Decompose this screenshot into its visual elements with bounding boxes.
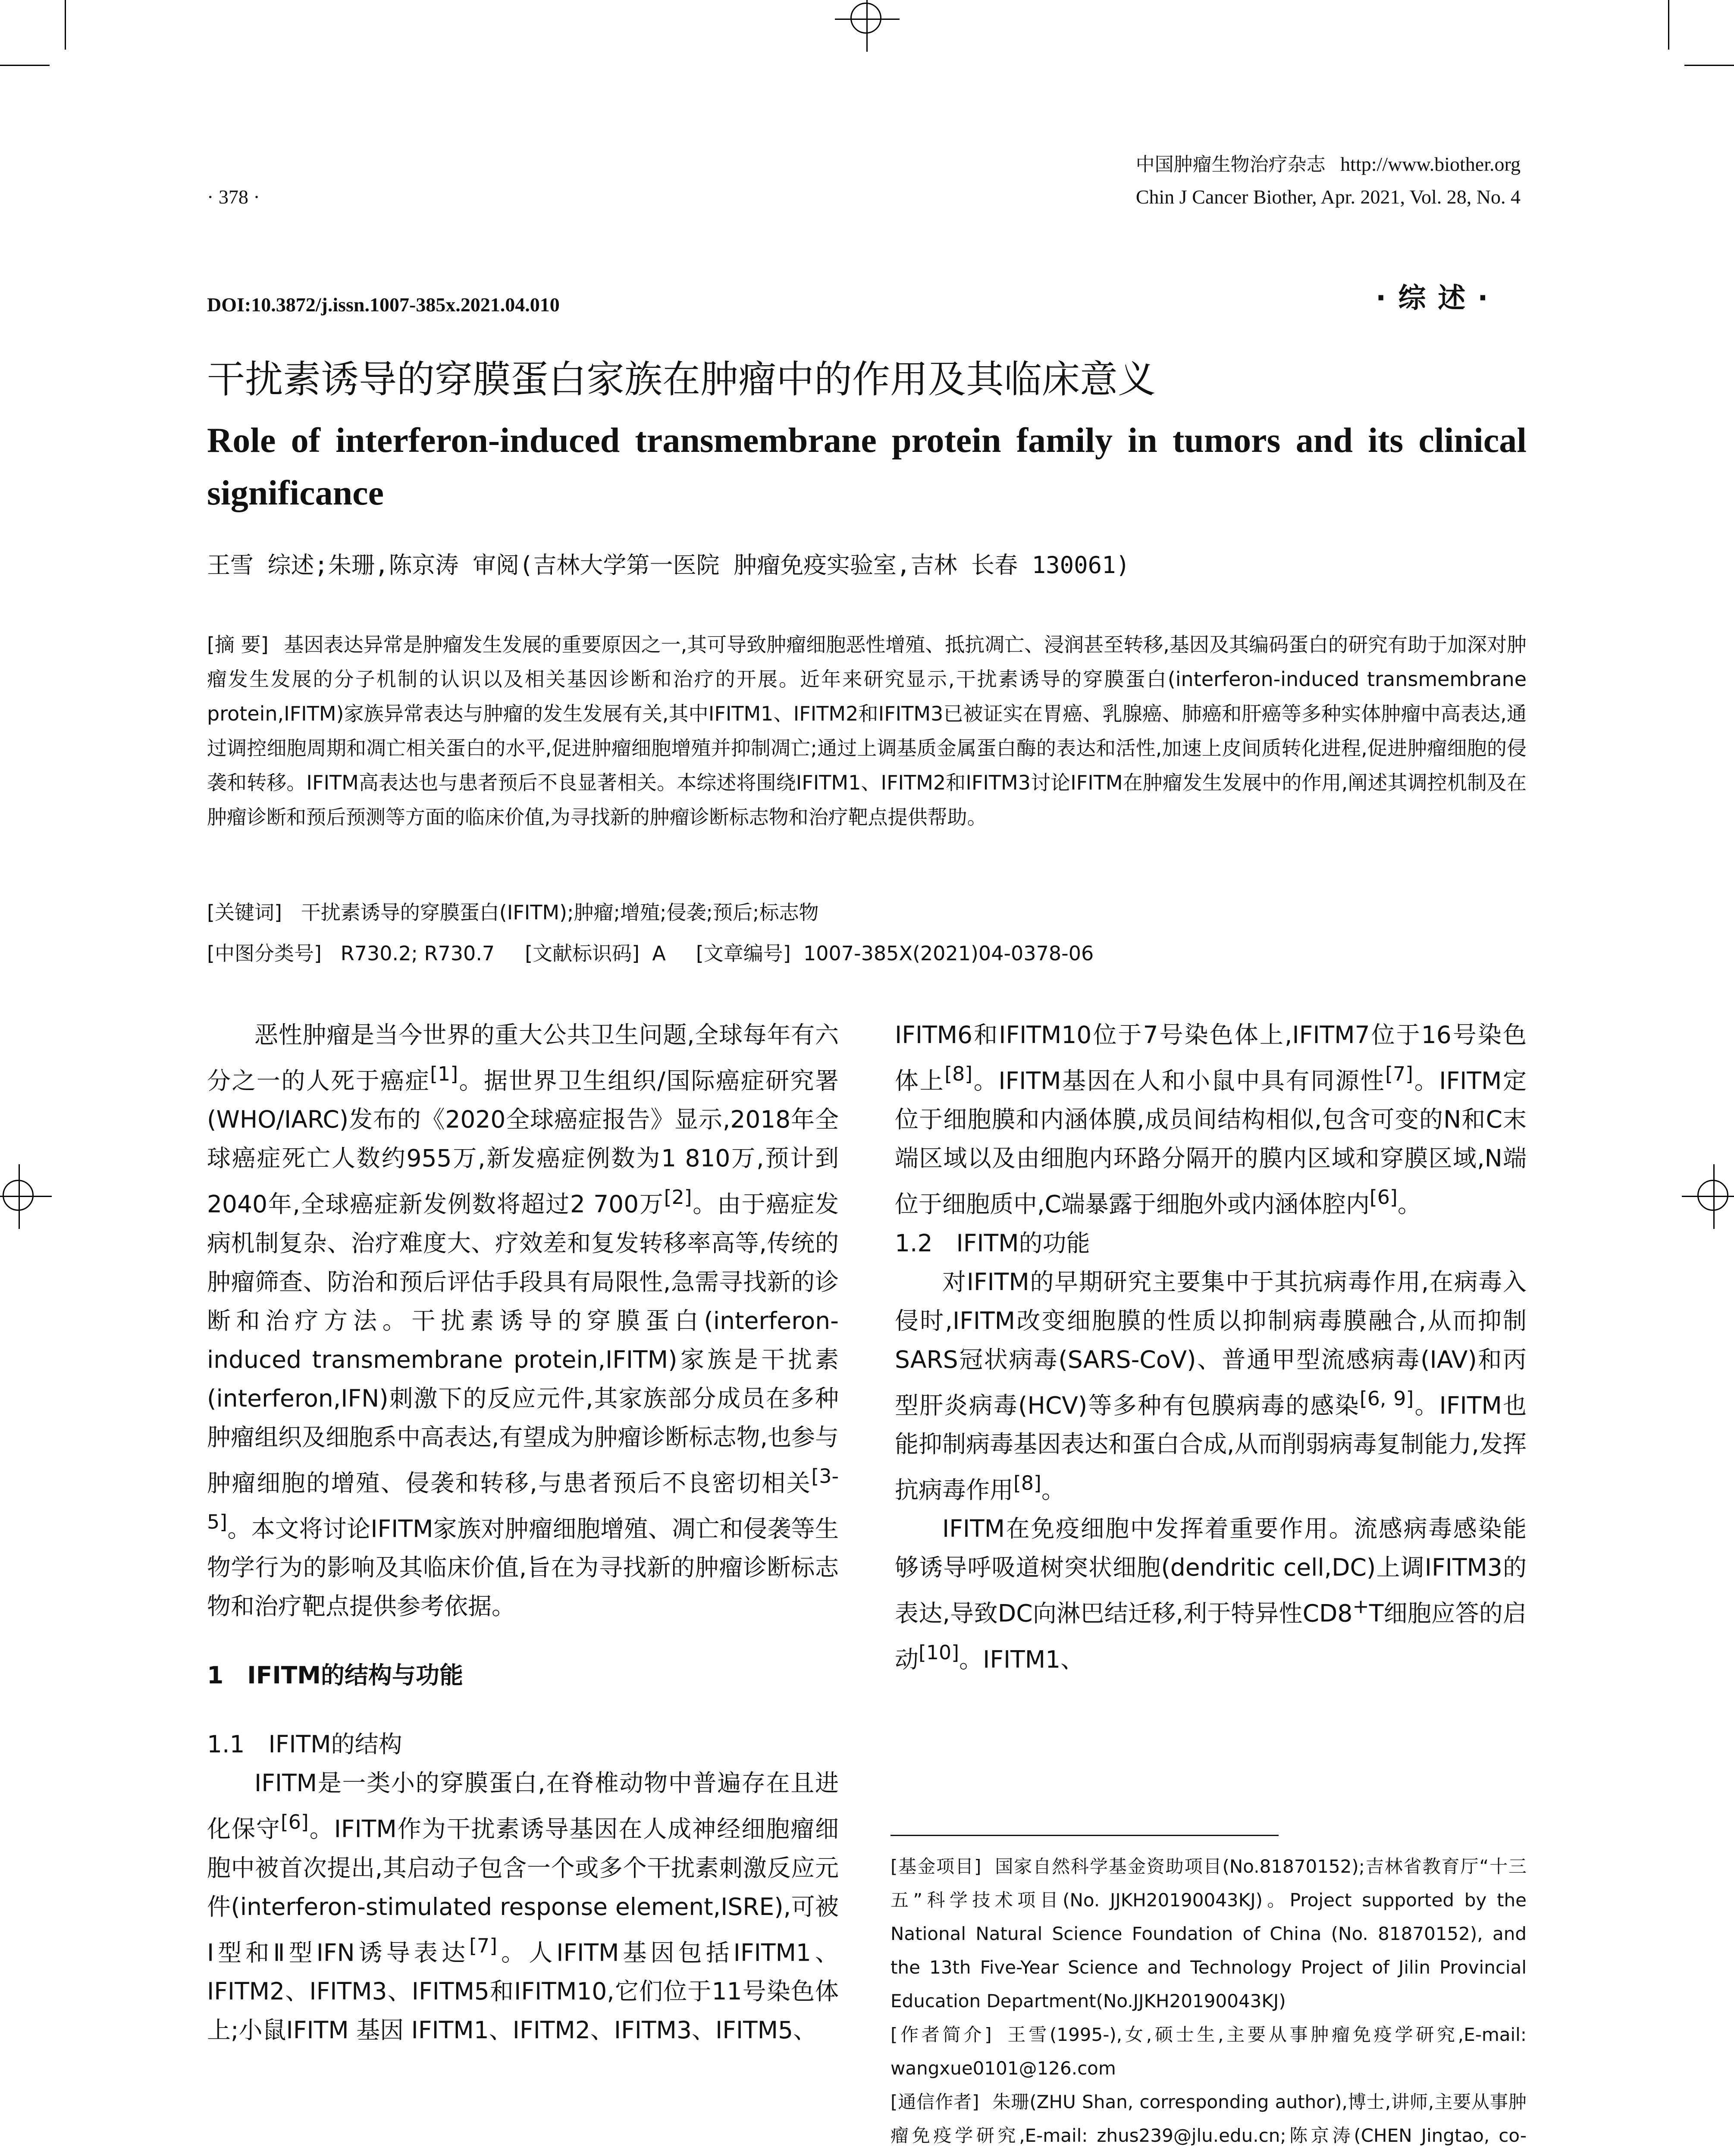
article-title-zh: 干扰素诱导的穿膜蛋白家族在肿瘤中的作用及其临床意义: [207, 357, 1156, 401]
article-title-en: Role of interferon-induced transmembrane protein family in tumors and its clinical significance: [207, 420, 1527, 512]
running-header-journal: [1136, 149, 1521, 176]
citation-ref[interactable]: [7]: [469, 1934, 498, 1957]
keywords-label: [关键词]: [207, 901, 282, 924]
article-number-value: 1007-385X(2021)04-0378-06: [803, 942, 1094, 965]
running-header-citation: Chin J Cancer Biother, Apr. 2021, Vol. 28, No. 4: [1135, 186, 1521, 208]
crop-mark: [1668, 0, 1669, 50]
citation-ref[interactable]: [3-5]: [207, 1464, 839, 1533]
citation-ref[interactable]: [10]: [919, 1640, 960, 1664]
section-heading-1-2: 1.2 IFITM的功能: [895, 1229, 1090, 1257]
keywords: [207, 897, 819, 925]
citation-ref[interactable]: [2]: [664, 1185, 692, 1209]
body-column-left: [207, 1015, 839, 2049]
clc-value: R730.2; R730.7: [340, 942, 495, 965]
classification-line: [207, 938, 1094, 966]
citation-ref[interactable]: [8]: [1013, 1471, 1041, 1495]
intro-paragraph: 恶性肿瘤是当今世界的重大公共卫生问题,全球每年有六分之一的人死于癌症[1]。据世界卫生组织/国际癌症研究署(WHO/IARC)发布的《2020全球癌症报告》显示,2018年全球癌症死亡人数约955万,新发癌症例数为1 810万,预计到2040年,全球癌症新发例数将超过2 700万[2]。由于癌症发病机制复杂、治疗难度大、疗效差和复发转移率高等,传统的肿瘤筛查、防治和预后评估手段具有局限性,急需寻找新的诊断和治疗方法。干扰素诱导的穿膜蛋白(interferon-induced transmembrane protein,IFITM)家族是干扰素(interferon,IFN)刺激下的反应元件,其家族部分成员在多种肿瘤组织及细胞系中高表达,有望成为肿瘤诊断标志物,也参与肿瘤细胞的增殖、侵袭和转移,与患者预后不良密切相关[3-5]。本文将讨论IFITM家族对肿瘤细胞增殖、凋亡和侵袭等生物学行为的影响及其临床价值,旨在为寻找新的肿瘤诊断标志物和治疗靶点提供参考依据。: [207, 1021, 839, 1620]
crop-mark: [1684, 65, 1734, 66]
doi[interactable]: DOI:10.3872/j.issn.1007-385x.2021.04.010: [207, 294, 560, 316]
clc-label: [中图分类号]: [207, 942, 322, 965]
citation-ref[interactable]: [1]: [430, 1062, 458, 1085]
section-tag: ·综述·: [1376, 282, 1500, 314]
citation-ref[interactable]: [6, 9]: [1359, 1386, 1414, 1410]
footnote-funding: [基金项目] 国家自然科学基金资助项目(No.81870152);吉林省教育厅“十三五”科学技术项目(No. JJKH20190043KJ)。Project supported by the National Natural Science Foundation of China (No. 81870152), and the 13th Five-Year Science and Technology Project of Jilin Provincial Education Department(No.JJKH20190043KJ): [891, 1856, 1527, 2012]
abstract: [207, 627, 1527, 834]
keywords-text: 干扰素诱导的穿膜蛋白(IFITM);肿瘤;增殖;侵袭;预后;标志物: [301, 901, 819, 924]
footnote-corresponding: [通信作者] 朱珊(ZHU Shan, corresponding author),博士,讲师,主要从事肿瘤免疫学研究,E-mail: zhus239@jlu.edu.cn;陈京涛(CHEN Jingtao, co-: [891, 2091, 1527, 2146]
citation-ref[interactable]: [7]: [1385, 1062, 1414, 1085]
registration-mark-top: [835, 0, 900, 52]
body-column-right: [895, 1015, 1527, 1679]
footnotes: [891, 1850, 1527, 2156]
registration-mark-left: [0, 1164, 52, 1229]
citation-ref[interactable]: [6]: [1369, 1185, 1398, 1209]
abstract-label: [摘 要]: [207, 633, 269, 656]
footnote-author: [作者简介] 王雪(1995-),女,硕士生,主要从事肿瘤免疫学研究,E-mail: wangxue0101@126.com: [891, 2024, 1527, 2079]
superscript: +: [1352, 1595, 1369, 1618]
page-number: · 378 ·: [207, 186, 260, 208]
journal-url[interactable]: http://www.biother.org: [1340, 153, 1521, 175]
journal-name-zh: 中国肿瘤生物治疗杂志: [1135, 154, 1326, 175]
section-heading-1: 1 IFITM的结构与功能: [207, 1661, 464, 1689]
registration-mark-right: [1682, 1164, 1734, 1229]
crop-mark: [0, 65, 50, 66]
structure-paragraph-continued: IFITM6和IFITM10位于7号染色体上,IFITM7位于16号染色体上[8]。IFITM基因在人和小鼠中具有同源性[7]。IFITM定位于细胞膜和内涵体膜,成员间结构相似,包含可变的N和C末端区域以及由细胞内环路分隔开的膜内区域和穿膜区域,N端位于细胞质中,C端暴露于细胞外或内涵体腔内[6]。: [895, 1021, 1527, 1218]
doc-code-label: [文献标识码]: [525, 942, 640, 965]
structure-paragraph: IFITM是一类小的穿膜蛋白,在脊椎动物中普遍存在且进化保守[6]。IFITM作为干扰素诱导基因在人成神经细胞瘤细胞中被首次提出,其启动子包含一个或多个干扰素刺激反应元件(interferon-stimulated response element,ISRE),可被Ⅰ型和Ⅱ型IFN诱导表达[7]。人IFITM基因包括IFITM1、IFITM2、IFITM3、IFITM5和IFITM10,它们位于11号染色体上;小鼠IFITM 基因 IFITM1、IFITM2、IFITM3、IFITM5、: [207, 1769, 839, 2044]
immune-paragraph: IFITM在免疫细胞中发挥着重要作用。流感病毒感染能够诱导呼吸道树突状细胞(dendritic cell,DC)上调IFITM3的表达,导致DC向淋巴结迁移,利于特异性CD8+T细胞应答的启动[10]。IFITM1、: [895, 1515, 1527, 1673]
crop-mark: [65, 0, 66, 50]
abstract-text: 基因表达异常是肿瘤发生发展的重要原因之一,其可导致肿瘤细胞恶性增殖、抵抗凋亡、浸润甚至转移,基因及其编码蛋白的研究有助于加深对肿瘤发生发展的分子机制的认识以及相关基因诊断和治疗的开展。近年来研究显示,干扰素诱导的穿膜蛋白(interferon-induced transmembrane protein,IFITM)家族异常表达与肿瘤的发生发展有关,其中IFITM1、IFITM2和IFITM3已被证实在胃癌、乳腺癌、肺癌和肝癌等多种实体肿瘤中高表达,通过调控细胞周期和凋亡相关蛋白的水平,促进肿瘤细胞增殖并抑制凋亡;通过上调基质金属蛋白酶的表达和活性,加速上皮间质转化进程,促进肿瘤细胞的侵袭和转移。IFITM高表达也与患者预后不良显著相关。本综述将围绕IFITM1、IFITM2和IFITM3讨论IFITM在肿瘤发生发展中的作用,阐述其调控机制及在肿瘤诊断和预后预测等方面的临床价值,为寻找新的肿瘤诊断标志物和治疗靶点提供帮助。: [207, 633, 1527, 829]
authors-affiliation: 王雪 综述;朱珊,陈京涛 审阅(吉林大学第一医院 肿瘤免疫实验室,吉林 长春 130061): [207, 552, 1130, 579]
citation-ref[interactable]: [8]: [944, 1062, 973, 1085]
citation-ref[interactable]: [6]: [280, 1810, 309, 1834]
article-number-label: [文章编号]: [696, 942, 791, 965]
doc-code-value: A: [652, 942, 666, 965]
section-heading-1-1: 1.1 IFITM的结构: [207, 1730, 402, 1758]
function-paragraph: 对IFITM的早期研究主要集中于其抗病毒作用,在病毒入侵时,IFITM改变细胞膜的性质以抑制病毒膜融合,从而抑制SARS冠状病毒(SARS-CoV)、普通甲型流感病毒(IAV)和丙型肝炎病毒(HCV)等多种有包膜病毒的感染[6, 9]。IFITM也能抑制病毒基因表达和蛋白合成,从而削弱病毒复制能力,发挥抗病毒作用[8]。: [895, 1268, 1527, 1504]
footnote-divider: [891, 1835, 1279, 1836]
